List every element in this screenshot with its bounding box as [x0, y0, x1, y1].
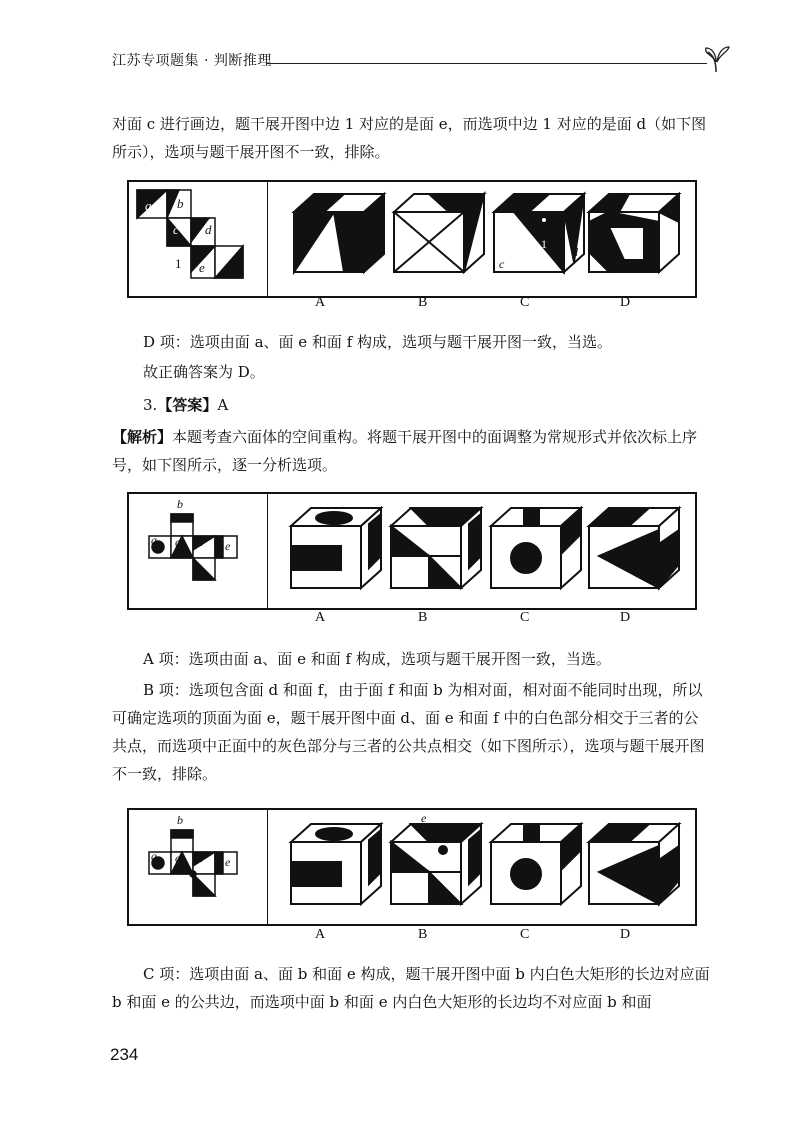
option-label-C: C: [520, 927, 530, 942]
header-rule: [267, 63, 707, 64]
net-figure-3: [149, 830, 237, 896]
paragraph-option-A: A 项：选项由面 a、面 e 和面 f 构成，选项与题干展开图一致，当选。: [143, 650, 611, 668]
svg-text:c: c: [499, 257, 505, 271]
option-label-C: C: [520, 610, 530, 625]
paragraph-answer: [143, 391, 743, 419]
svg-text:a: a: [151, 533, 157, 547]
svg-text:b: b: [177, 196, 184, 211]
cube-figure-2-C: [491, 508, 581, 588]
figure-2: [127, 492, 697, 610]
option-label-A: A: [315, 927, 326, 942]
header-title: 江苏专项题集 · 判断推理: [112, 53, 272, 69]
option-label-A: A: [315, 295, 326, 310]
paragraph-1: 对面 c 进行画边，题干展开图中边 1 对应的是面 e，而选项中边 1 对应的是面 d（如下图所示），选项与题干展开图不一致，排除。: [112, 115, 707, 161]
analysis-text: 本题考查六面体的空间重构。将题干展开图中的面调整为常规形式并依次标上序号，如下图所示，逐一分析选项。: [112, 428, 698, 474]
option-label-C: C: [520, 295, 530, 310]
cube-figure-2-A: [291, 508, 381, 588]
svg-text:d: d: [205, 222, 212, 237]
cube-figure-3-D: [589, 824, 679, 904]
svg-text:c: c: [175, 535, 181, 549]
svg-text:b: b: [177, 497, 183, 511]
analysis-tag: 【解析】: [112, 428, 173, 446]
cube-figure-2-B: [391, 508, 481, 588]
answer-value: A: [217, 396, 229, 414]
sprout-icon: [702, 44, 732, 74]
option-label-B: B: [418, 927, 428, 942]
cube-figure-1-A: [294, 194, 384, 272]
cube-figure-1-D: [589, 194, 679, 272]
svg-text:f: f: [199, 881, 203, 895]
svg-text:d: d: [572, 245, 578, 259]
cube-figure-1-C: [494, 194, 584, 272]
paragraph-3: 故正确答案为 D。: [143, 363, 265, 381]
cube-figure-3-B: [391, 824, 481, 904]
paragraph-option-B: B 项：选项包含面 d 和面 f，由于面 f 和面 b 为相对面，相对面不能同时出现，所以可确定选项的顶面为面 e，题干展开图中面 d、面 e 和面 f 中的白色部分相交于三者的公共点，而选项中正面中的灰色部分与三者的公共点相交（如下图所示），选项与题干展开图不一致，排除。: [112, 681, 705, 783]
page-number: 234: [110, 1045, 139, 1064]
cube-figure-2-D: [589, 508, 679, 588]
option-label-D: D: [620, 927, 631, 942]
paragraph-2: D 项：选项由面 a、面 e 和面 f 构成，选项与题干展开图一致，当选。: [143, 333, 613, 351]
option-label-B: B: [418, 610, 428, 625]
figure-3-drawing: [129, 810, 699, 928]
svg-text:e: e: [225, 855, 231, 869]
svg-text:c: c: [173, 222, 179, 237]
cube-figure-3-C: [491, 824, 581, 904]
figure-1: [127, 180, 697, 298]
svg-text:d: d: [197, 535, 203, 549]
question-number: 3.: [143, 396, 158, 414]
cube-figure-1-B: [394, 194, 484, 272]
option-label-D: D: [620, 295, 631, 310]
answer-tag: 【答案】: [157, 396, 218, 414]
svg-text:c: c: [175, 851, 181, 865]
option-label-B: B: [418, 295, 428, 310]
svg-text:b: b: [177, 813, 183, 827]
svg-text:e: e: [199, 260, 205, 275]
svg-text:d: d: [197, 851, 203, 865]
option-label-A: A: [315, 610, 326, 625]
net-figure-2: [149, 514, 237, 580]
option-label-D: D: [620, 610, 631, 625]
figure-2-drawing: [129, 494, 699, 612]
svg-text:f: f: [199, 565, 203, 579]
paragraph-option-C: C 项：选项由面 a、面 b 和面 e 构成，题干展开图中面 b 内白色大矩形的长边对应面 b 和面 e 的公共边，而选项中面 b 和面 e 内白色大矩形的长边均不对应面 b 和面: [112, 965, 710, 1011]
figure-1-drawing: [129, 182, 699, 300]
paragraph-analysis: [112, 423, 712, 479]
svg-text:a: a: [151, 849, 157, 863]
figure-3: [127, 808, 697, 926]
running-header: [112, 44, 722, 74]
svg-text:1: 1: [175, 256, 182, 271]
svg-text:f: f: [227, 260, 231, 275]
svg-text:a: a: [145, 198, 152, 213]
cube-figure-3-A: [291, 824, 381, 904]
svg-text:1: 1: [541, 237, 547, 251]
svg-text:e: e: [514, 195, 520, 209]
svg-text:e: e: [225, 539, 231, 553]
svg-text:e: e: [421, 811, 427, 825]
